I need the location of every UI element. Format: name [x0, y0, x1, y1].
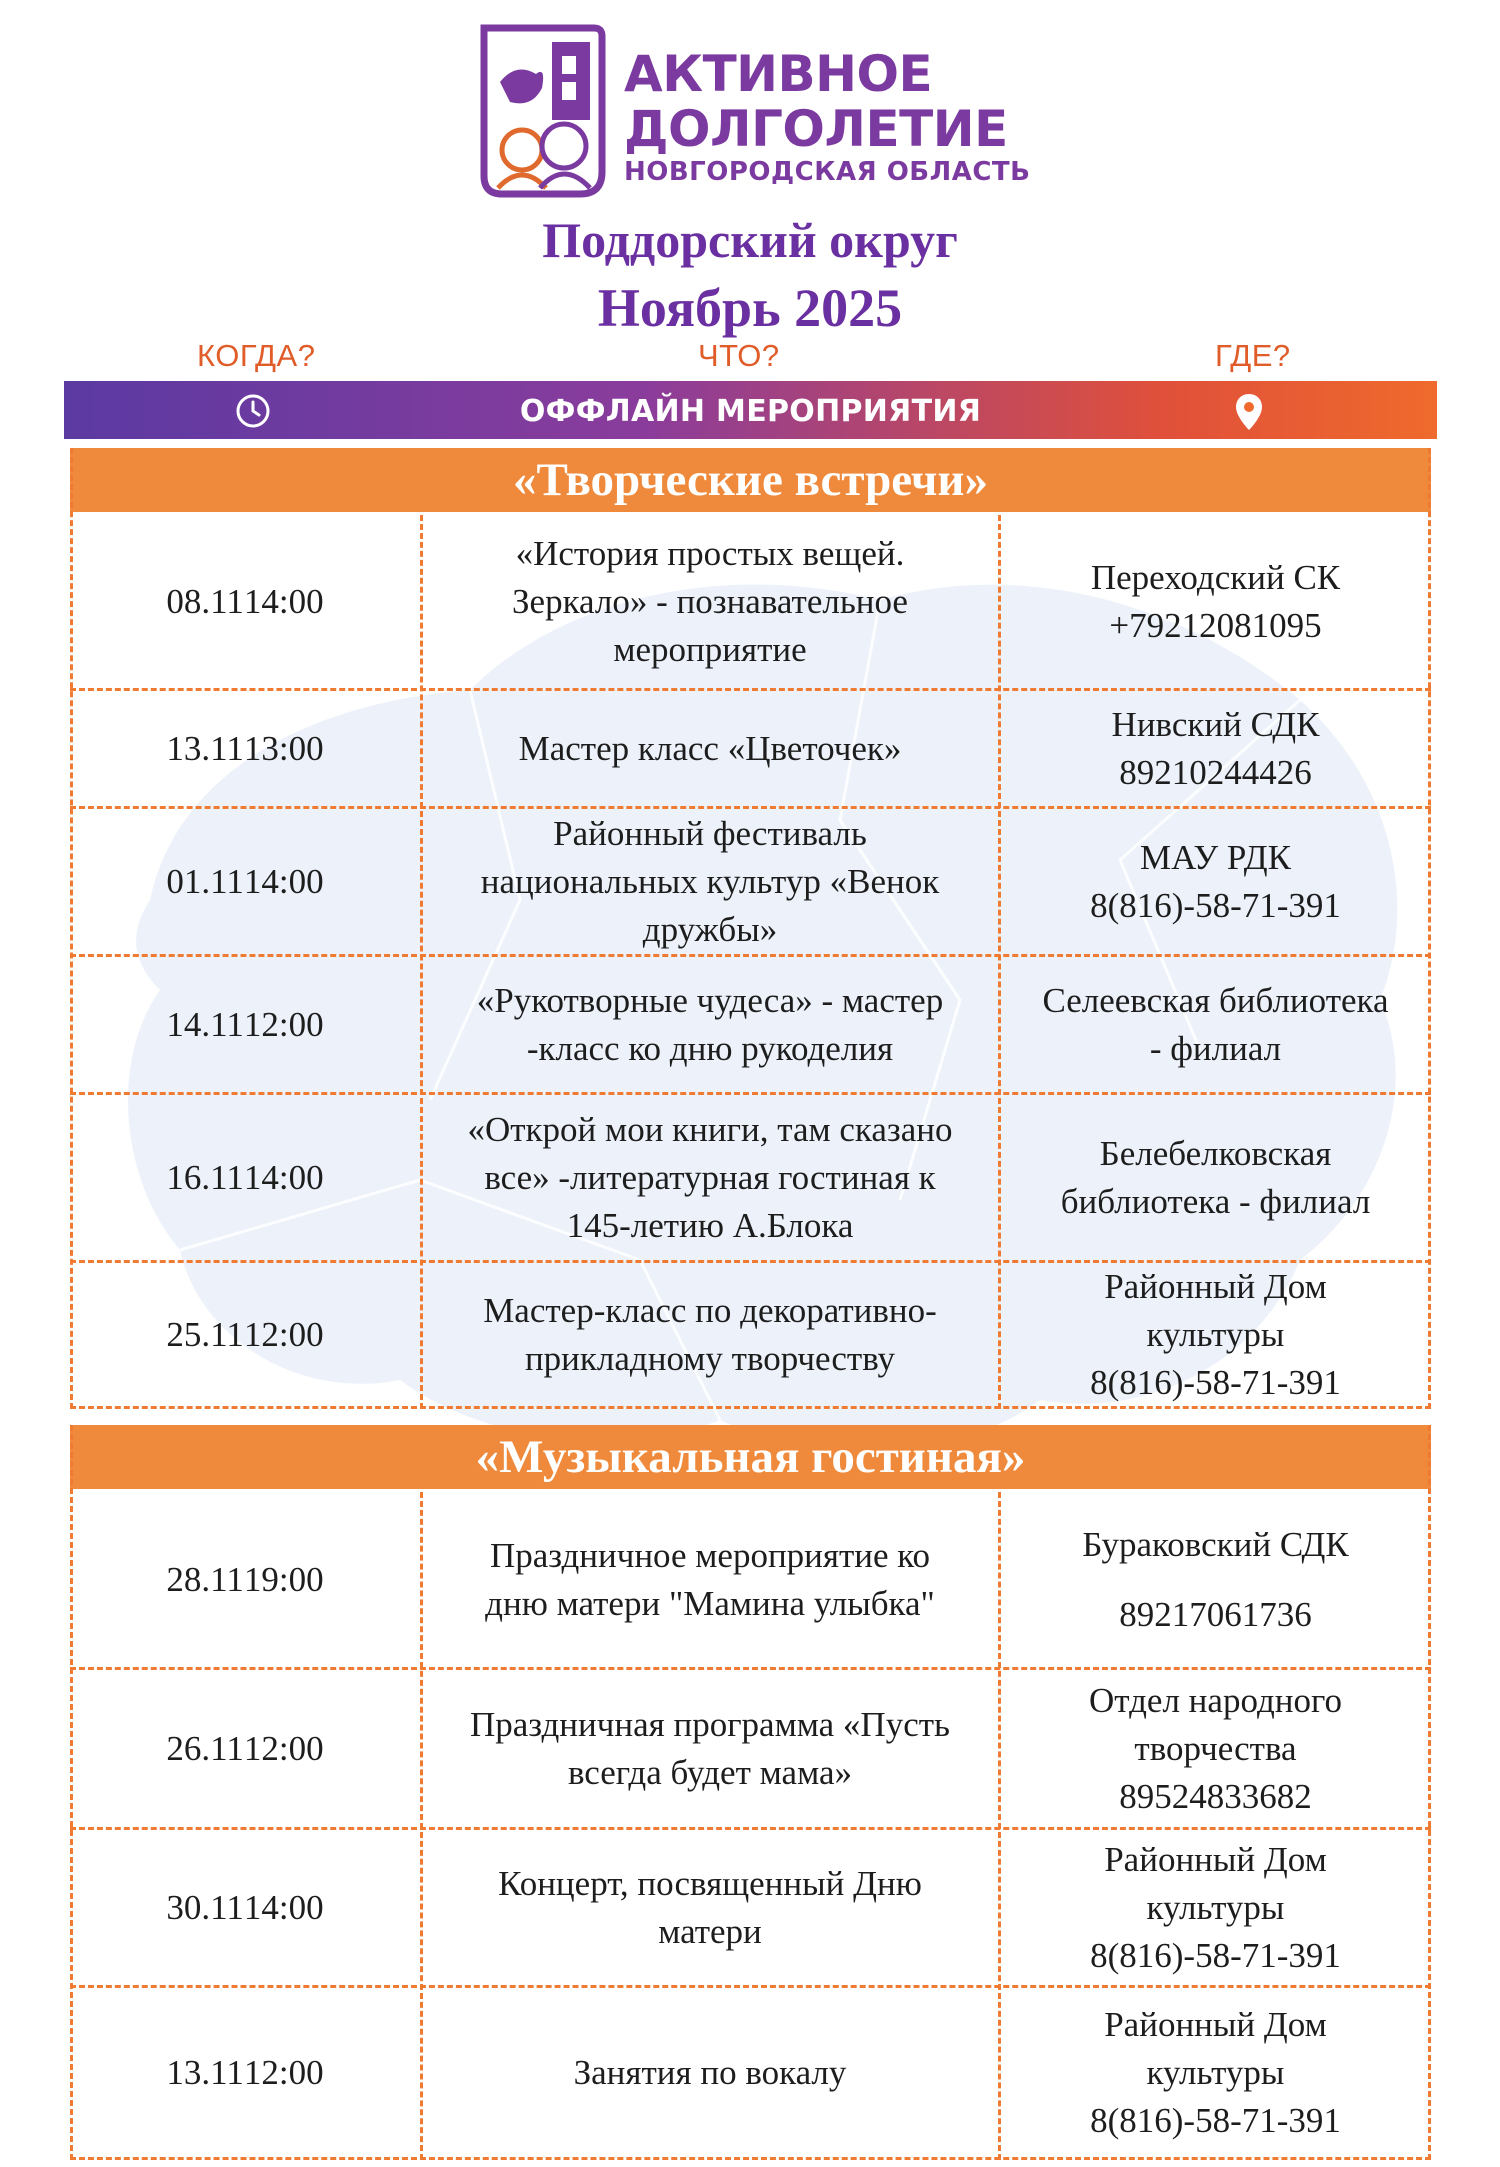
location-phone: 89217061736 [1119, 1594, 1312, 1634]
table-row [70, 1988, 1431, 2160]
event-time: 19:00 [243, 1559, 324, 1599]
table-row [70, 515, 1431, 691]
section-title: «Творческие встречи» [70, 448, 1431, 512]
event-date: 30.11 [166, 1887, 244, 1927]
event-date: 01.11 [166, 861, 244, 901]
table-row [70, 1263, 1431, 1409]
event-location [1000, 1492, 1431, 1667]
event-date: 14.11 [166, 1004, 244, 1044]
event-description: Занятия по вокалу [573, 2052, 847, 2092]
logo-line-1: АКТИВНОЕ [624, 45, 933, 103]
event-time: 14:00 [243, 1157, 324, 1197]
location-name: Белебелковская библиотека - филиал [1060, 1133, 1371, 1221]
event-datetime [70, 691, 420, 806]
column-divider [998, 515, 1001, 1409]
column-divider [70, 1425, 73, 2160]
event-date: 16.11 [166, 1157, 244, 1197]
logo [476, 22, 1036, 200]
location-pin-icon [1233, 392, 1265, 432]
event-location [1000, 1988, 1431, 2157]
event-description: Мастер-класс по декоративно- прикладному творчеству [483, 1290, 937, 1378]
event-location [1000, 1263, 1431, 1406]
event-time: 12:00 [243, 1004, 324, 1044]
event-time: 14:00 [243, 861, 324, 901]
event-description: «Открой мои книги, там сказано все» -литературная гостиная к 145-летию А.Блока [467, 1109, 953, 1245]
logo-wordmark [624, 46, 1030, 188]
event-location [1000, 957, 1431, 1092]
event-datetime [70, 515, 420, 688]
month-title: Ноябрь 2025 [597, 278, 903, 338]
event-date: 13.11 [166, 2052, 244, 2092]
logo-line-3: НОВГОРОДСКАЯ ОБЛАСТЬ [624, 157, 1031, 187]
event-date: 25.11 [166, 1314, 244, 1354]
event-datetime [70, 1670, 420, 1827]
banner-label: ОФФЛАЙН МЕРОПРИЯТИЯ [519, 394, 982, 429]
event-time: 13:00 [243, 728, 324, 768]
district-title: Поддорский округ [542, 212, 958, 268]
table-row [70, 1670, 1431, 1830]
event-time: 12:00 [243, 1314, 324, 1354]
active-longevity-emblem-icon [476, 22, 606, 200]
event-description: Праздничное мероприятие ко дню матери "Мамина улыбка" [485, 1535, 935, 1623]
event-date: 08.11 [166, 581, 244, 621]
event-description: Праздничная программа «Пусть всегда будет мама» [469, 1704, 951, 1792]
location-name: Отдел народного творчества 89524833682 [1089, 1680, 1342, 1816]
event-datetime [70, 809, 420, 954]
event-location [1000, 1095, 1431, 1260]
location-name: Бураковский СДК [1082, 1524, 1349, 1564]
column-what: ЧТО? [698, 338, 780, 373]
event-description: «Рукотворные чудеса» - мастер -класс ко дню рукоделия [476, 980, 944, 1068]
event-date: 28.11 [166, 1559, 244, 1599]
clock-icon [234, 392, 272, 430]
column-divider [1428, 1425, 1431, 2160]
column-divider [1428, 448, 1431, 1409]
event-datetime [70, 1988, 420, 2157]
event-description: Районный фестиваль национальных культур «Венок дружбы» [480, 813, 940, 949]
table-row [70, 1830, 1431, 1988]
column-divider [420, 515, 423, 1409]
event-time: 12:00 [243, 2052, 324, 2092]
event-time: 12:00 [243, 1728, 324, 1768]
table-row [70, 809, 1431, 957]
event-datetime [70, 1263, 420, 1406]
column-divider [420, 1492, 423, 2160]
logo-line-2: ДОЛГОЛЕТИЕ [624, 100, 1008, 158]
event-description: Мастер класс «Цветочек» [518, 728, 902, 768]
location-name: Переходский СК +79212081095 [1090, 557, 1341, 645]
offline-events-banner [64, 381, 1437, 439]
event-datetime [70, 1095, 420, 1260]
section-title: «Музыкальная гостиная» [70, 1425, 1431, 1489]
event-location [1000, 515, 1431, 688]
event-datetime [70, 1492, 420, 1667]
column-divider [998, 1492, 1001, 2160]
column-where: ГДЕ? [1215, 338, 1291, 373]
table-row [70, 691, 1431, 809]
event-description: Концерт, посвященный Дню матери [498, 1863, 922, 1951]
event-datetime [70, 957, 420, 1092]
table-row [70, 957, 1431, 1095]
event-location [1000, 809, 1431, 954]
event-location [1000, 1830, 1431, 1985]
event-time: 14:00 [243, 581, 324, 621]
event-datetime [70, 1830, 420, 1985]
event-date: 13.11 [166, 728, 244, 768]
event-time: 14:00 [243, 1887, 324, 1927]
event-description: «История простых вещей. Зеркало» - познавательное мероприятие [512, 533, 908, 669]
location-name: Селеевская библиотека - филиал [1042, 980, 1389, 1068]
column-divider [70, 448, 73, 1409]
location-name: Районный Дом культуры 8(816)-58-71-391 [1090, 1839, 1341, 1975]
event-location [1000, 691, 1431, 806]
table-row [70, 1095, 1431, 1263]
event-date: 26.11 [166, 1728, 244, 1768]
column-when: КОГДА? [197, 338, 316, 373]
location-name: Нивский СДК 89210244426 [1111, 704, 1320, 792]
location-name: Районный Дом культуры 8(816)-58-71-391 [1090, 1266, 1341, 1402]
event-location [1000, 1670, 1431, 1827]
location-name: Районный Дом культуры 8(816)-58-71-391 [1090, 2004, 1341, 2140]
location-name: МАУ РДК 8(816)-58-71-391 [1090, 837, 1341, 925]
table-row [70, 1492, 1431, 1670]
